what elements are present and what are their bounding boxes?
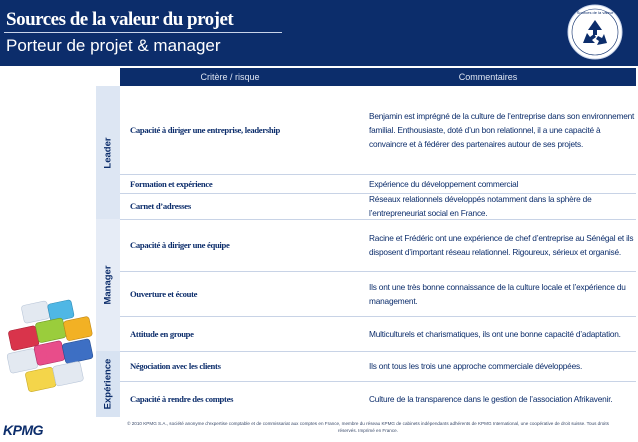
table-row (120, 351, 636, 381)
page-title: Sources de la valeur du projet (6, 9, 234, 30)
table-row (120, 219, 636, 271)
logo-text: KPMG (3, 422, 43, 438)
criterion-cell: Attitude en groupe (130, 328, 194, 339)
comment-cell: Culture de la transparence dans le gestion de l’association Afrikavenir. (369, 394, 613, 404)
comment-cell: Multiculturels et charismatiques, ils ont une bonne capacité d’adaptation. (369, 328, 621, 339)
comment-cell: Racine et Frédéric ont une expérience de chef d’entreprise au Sénégal et ils disposent d’important réseau relationnel. Rigoureux, sérieux et organisé. (369, 233, 634, 257)
criterion-cell: Formation et expérience (130, 178, 213, 189)
puzzle-pieces-icon (0, 282, 108, 410)
criteria-table (96, 68, 636, 417)
criterion-cell: Carnet d’adresses (130, 201, 191, 211)
group-label-leader: Leader (102, 136, 114, 169)
group-label-experience: Expérience (102, 358, 114, 410)
column-header-comments: Commentaires (458, 72, 518, 82)
header-bar (0, 0, 638, 66)
comment-cell: Expérience du développement commercial (369, 178, 519, 189)
table-row (120, 316, 636, 351)
table-row (120, 381, 636, 417)
group-band-leader (96, 86, 120, 219)
comment-cell: Ils ont tous les trois une approche commerciale développées. (369, 361, 583, 371)
criterion-cell: Négociation avec les clients (130, 361, 221, 371)
page-subtitle: Porteur de projet & manager (6, 36, 221, 55)
recycle-arrows-icon (566, 3, 624, 61)
comment-cell: Ils ont une très bonne connaissance de la culture locale et l’expérience du management. (369, 281, 626, 306)
table-header (120, 68, 636, 86)
table-row (120, 86, 636, 174)
column-header-criterion: Critère / risque (200, 72, 260, 82)
table-row (120, 174, 636, 193)
comment-cell: Benjamin est imprégné de la culture de l’entreprise dans son environnement familial. Enthousiaste, doté d’un bon relationnel, il a une capacité à convaincre et à fédérer des partenaires autour de ses projets. (369, 111, 635, 149)
comment-cell: Réseaux relationnels développés notamment dans la sphère de l’entrepreneuriat social en France. (369, 194, 592, 218)
criterion-cell: Capacité à diriger une équipe (130, 240, 230, 250)
table-row (120, 271, 636, 316)
title-underline (4, 32, 282, 33)
table-row (120, 193, 636, 219)
footer-disclaimer: © 2010 KPMG S.A., société anonyme d’expertise comptable et de commissariat aux comptes en France, membre du réseau KPMG de cabinets indépendants adhérents de KPMG International, une coopérative de droit suisse. Tous droits réservés. Imprimé en France. (127, 421, 609, 433)
badge-text: Sources de la valeur (576, 10, 614, 15)
criterion-cell: Capacité à rendre des comptes (130, 394, 234, 404)
criterion-cell: Ouverture et écoute (130, 288, 198, 299)
kpmg-logo (3, 420, 67, 440)
criterion-cell: Capacité à diriger une entreprise, leadership (130, 125, 280, 135)
group-label-manager: Manager (102, 265, 114, 305)
